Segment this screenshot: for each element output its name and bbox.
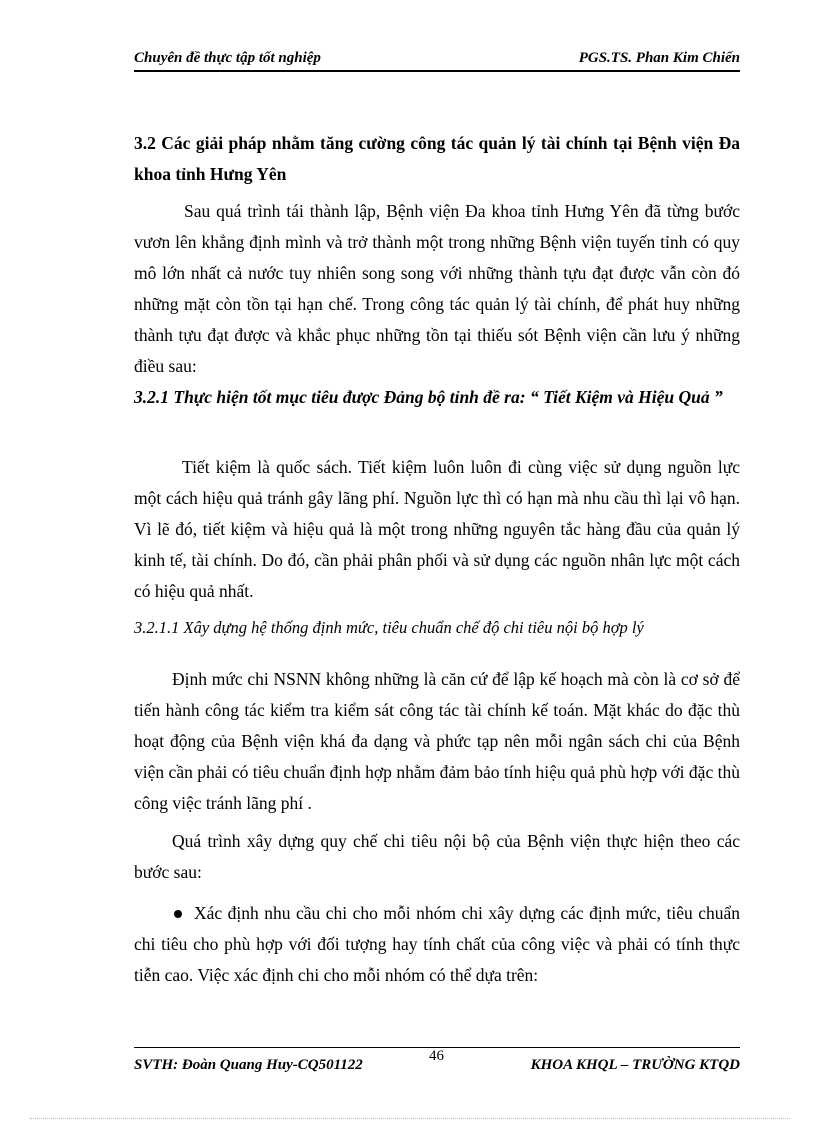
paragraph-savings: Tiết kiệm là quốc sách. Tiết kiệm luôn luôn đi cùng việc sử dụng nguồn lực một cách hiệu quả tránh gây lãng phí. Nguồn lực thì có hạn mà nhu cầu thì lại vô hạn. Vì lẽ đó, tiết kiệm và hiệu quả là một trong những nguyên tắc hàng đầu của quản lý kinh tế, tài chính. Do đó, cần phải phân phối và sử dụng các nguồn nhân lực một cách có hiệu quả nhất. (134, 457, 740, 601)
page-bottom-divider (30, 1118, 790, 1119)
footer-faculty: KHOA KHQL – TRƯỜNG KTQD (530, 1057, 740, 1073)
section-heading-3-2: 3.2 Các giải pháp nhằm tăng cường công tác quản lý tài chính tại Bệnh viện Đa khoa tỉnh Hưng Yên (134, 133, 740, 184)
paragraph-intro: Sau quá trình tái thành lập, Bệnh viện Đa khoa tỉnh Hưng Yên đã từng bước vươn lên khẳng định mình và trở thành một trong những Bệnh viện tuyến tỉnh có quy mô lớn nhất cả nước tuy nhiên song song với những thành tựu đạt được vẫn còn đó những mặt còn tồn tại hạn chế. Trong công tác quản lý tài chính, để phát huy những thành tựu đạt được và khắc phục những tồn tại thiếu sót Bệnh viện cần lưu ý những điều sau: (134, 201, 740, 376)
header-right-author: PGS.TS. Phan Kim Chiến (578, 50, 740, 66)
bullet-item-text: Xác định nhu cầu chi cho mỗi nhóm chi xây dựng các định mức, tiêu chuẩn chi tiêu cho phù hợp với đối tượng hay tính chất của công việc và phải có tính thực tiễn cao. Việc xác định chi cho mỗi nhóm có thể dựa trên: (134, 903, 740, 985)
bullet-item (134, 898, 740, 991)
page-header (134, 48, 740, 72)
paragraph-process: Quá trình xây dựng quy chế chi tiêu nội bộ của Bệnh viện thực hiện theo các bước sau: (134, 831, 740, 882)
footer-student: SVTH: Đoàn Quang Huy-CQ501122 (134, 1057, 363, 1073)
page-number: 46 (429, 1048, 444, 1064)
paragraph-spending-norms: Định mức chi NSNN không những là căn cứ để lập kế hoạch mà còn là cơ sở để tiến hành công tác kiểm tra kiểm sát công tác tài chính kế toán. Mặt khác do đặc thù hoạt động của Bệnh viện khá đa dạng và phức tạp nên mỗi ngân sách chi của Bệnh viện cần phải có tiêu chuẩn định hợp nhằm đảm bảo tính hiệu quả phù hợp với đặc thù công việc tránh lãng phí . (134, 669, 740, 813)
page-footer (134, 1047, 740, 1078)
section-heading-3-2-1-1: 3.2.1.1 Xây dựng hệ thống định mức, tiêu chuẩn chế độ chi tiêu nội bộ hợp lý (134, 618, 644, 637)
header-left-title: Chuyên đề thực tập tốt nghiệp (134, 50, 321, 66)
bullet-dot-icon (174, 910, 182, 918)
section-heading-3-2-1: 3.2.1 Thực hiện tốt mục tiêu được Đảng bộ tỉnh đề ra: “ Tiết Kiệm và Hiệu Quả ” (134, 387, 723, 407)
